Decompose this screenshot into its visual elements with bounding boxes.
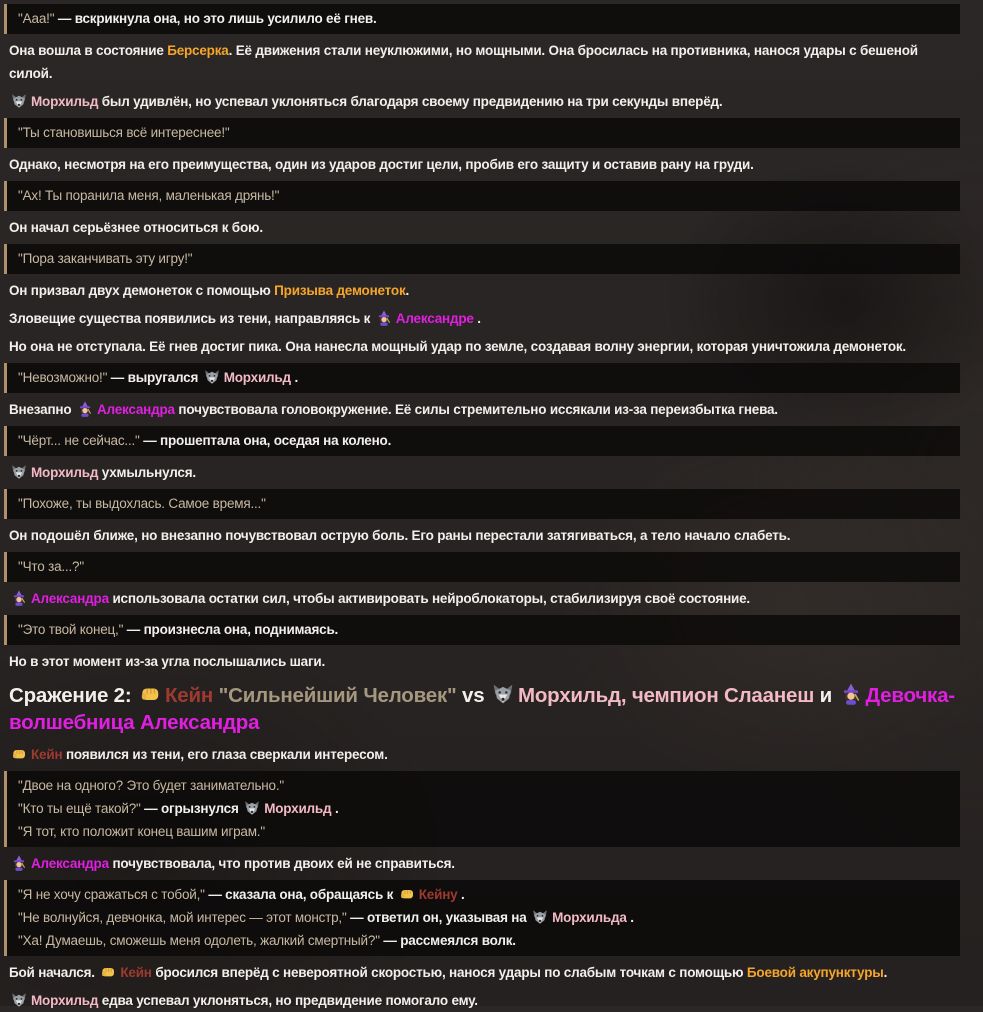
wolf-icon	[204, 366, 220, 389]
fist-icon	[139, 682, 161, 709]
narration-text: Он призвал двух демонеток с помощью	[9, 283, 275, 298]
mage-icon	[77, 398, 93, 421]
dialogue-line	[18, 618, 950, 641]
character-name-alexandra: Александра	[31, 591, 109, 606]
narration-text: Он начал серьёзнее относиться к бою.	[9, 220, 263, 235]
dialogue-line	[18, 7, 950, 30]
narration-text: использовала остатки сил, чтобы активировать нейроблокаторы, стабилизируя своё состояние.	[108, 591, 750, 606]
narration-paragraph	[9, 587, 960, 610]
narration-paragraph	[9, 216, 960, 239]
dialogue-quote	[4, 118, 960, 148]
dialogue-line	[18, 492, 950, 515]
skill-name: Боевой акупунктуры	[746, 965, 884, 980]
dialogue-line	[18, 929, 950, 952]
narration-paragraph	[9, 90, 960, 113]
attribution-text: — выругался	[107, 370, 202, 385]
mage-icon	[840, 682, 862, 709]
narration-text: Зловещие существа появились из тени, направляясь к	[9, 311, 374, 326]
character-name-morhild: Морхильд	[31, 94, 99, 109]
dialogue-line	[18, 247, 950, 270]
narration-text: Он подошёл ближе, но внезапно почувствовал острую боль. Его раны перестали затягиваться, а тело начало слабеть.	[9, 528, 791, 543]
wolf-icon	[11, 90, 27, 113]
dialogue-quote	[4, 181, 960, 211]
quote-text: "Я не хочу сражаться с тобой,"	[18, 887, 205, 902]
heading-epithet: "Сильнейший Человек"	[213, 684, 457, 707]
attribution-text: .	[331, 801, 339, 816]
attribution-text: .	[457, 887, 465, 902]
narration-text: ухмыльнулся.	[98, 465, 196, 480]
quote-text: "Ха! Думаешь, сможешь меня одолеть, жалкий смертный?"	[18, 933, 380, 948]
character-name-morhild: Морхильд	[223, 370, 291, 385]
wolf-icon	[492, 682, 514, 709]
attribution-text: — ответил он, указывая на	[346, 910, 531, 925]
quote-text: "Что за...?"	[18, 559, 84, 574]
narration-paragraph	[9, 398, 960, 421]
attribution-text: — прошептала она, оседая на колено.	[139, 433, 392, 448]
mage-icon	[11, 852, 27, 875]
dialogue-line	[18, 797, 950, 820]
quote-text: "Ааа!"	[18, 11, 55, 26]
wolf-icon	[244, 797, 260, 820]
narration-text: Она вошла в состояние	[9, 43, 168, 58]
fist-icon	[100, 961, 116, 984]
narration-paragraph	[9, 307, 960, 330]
narration-text: появился из тени, его глаза сверкали интересом.	[62, 747, 388, 762]
narration-paragraph	[9, 961, 960, 984]
narration-text: .	[405, 283, 410, 298]
narration-text: .	[473, 311, 481, 326]
quote-text: "Невозможно!"	[18, 370, 108, 385]
wolf-icon	[11, 989, 27, 1012]
narration-paragraph	[9, 335, 960, 358]
wolf-icon	[11, 461, 27, 484]
character-name-alexandra: Александра	[31, 856, 109, 871]
dialogue-quote	[4, 615, 960, 645]
narration-text: Внезапно	[9, 402, 75, 417]
character-name-kane: Кейн	[165, 684, 214, 707]
fist-icon	[399, 883, 415, 906]
mage-icon	[11, 587, 27, 610]
attribution-text: — произнесла она, поднимаясь.	[123, 622, 339, 637]
narration-text: Бой начался.	[9, 965, 99, 980]
character-name-morhild: Морхильд	[31, 993, 99, 1008]
dialogue-line	[18, 555, 950, 578]
narration-paragraph	[9, 989, 960, 1012]
narration-paragraph	[9, 39, 960, 85]
mage-icon	[376, 307, 392, 330]
heading-text: vs	[456, 684, 490, 707]
character-name-morhild: Морхильда	[552, 910, 627, 925]
dialogue-quote	[4, 363, 960, 393]
narration-text: едва успевал уклоняться, но предвидение помогало ему.	[98, 993, 478, 1008]
dialogue-line	[18, 883, 950, 906]
wolf-icon	[532, 906, 548, 929]
dialogue-line	[18, 820, 950, 843]
character-name-morhild: Морхильд	[264, 801, 332, 816]
skill-name: Призыва демонеток	[274, 283, 406, 298]
dialogue-line	[18, 121, 950, 144]
skill-name: Берсерка	[167, 43, 229, 58]
quote-text: "Я тот, кто положит конец вашим играм."	[18, 824, 265, 839]
character-name-alexandra: Александре	[395, 311, 474, 326]
narration-text: .	[883, 965, 888, 980]
quote-text: "Чёрт... не сейчас..."	[18, 433, 140, 448]
narration-text: Но она не отступала. Её гнев достиг пика. Она нанесла мощный удар по земле, создавая волну энергии, которая уничтожила демонеток.	[9, 339, 906, 354]
dialogue-quote	[4, 4, 960, 34]
narration-text: Но в этот момент из-за угла послышались шаги.	[9, 654, 326, 669]
dialogue-line	[18, 366, 950, 389]
narration-paragraph	[9, 153, 960, 176]
narration-text: почувствовала головокружение. Её силы стремительно иссякали из-за переизбытка гнева.	[174, 402, 778, 417]
heading-text: и	[814, 684, 838, 707]
dialogue-quote	[4, 489, 960, 519]
narration-paragraph	[9, 743, 960, 766]
quote-text: "Пора заканчивать эту игру!"	[18, 251, 193, 266]
character-name-morhild: Морхильд, чемпион Слаанеш	[517, 684, 815, 707]
quote-text: "Ах! Ты поранила меня, маленькая дрянь!"	[18, 188, 280, 203]
character-name-alexandra: Александра	[96, 402, 175, 417]
narration-paragraph	[9, 461, 960, 484]
narration-paragraph	[9, 650, 960, 673]
attribution-text: — рассмеялся волк.	[379, 933, 516, 948]
quote-text: "Кто ты ещё такой?"	[18, 801, 141, 816]
narration-text: Однако, несмотря на его преимущества, один из ударов достиг цели, пробив его защиту и оставив рану на груди.	[9, 157, 754, 172]
narration-paragraph	[9, 279, 960, 302]
dialogue-quote	[4, 771, 960, 847]
character-name-kane: Кейну	[418, 887, 458, 902]
quote-text: "Не волнуйся, девчонка, мой интерес — этот монстр,"	[18, 910, 347, 925]
dialogue-quote	[4, 426, 960, 456]
quote-text: "Это твой конец,"	[18, 622, 124, 637]
quote-text: "Двое на одного? Это будет занимательно."	[18, 778, 284, 793]
attribution-text: .	[290, 370, 299, 385]
dialogue-quote	[4, 244, 960, 274]
attribution-text: — огрызнулся	[140, 801, 243, 816]
character-name-morhild: Морхильд	[31, 465, 99, 480]
fist-icon	[11, 743, 27, 766]
narration-text: . Её движения стали неуклюжими, но мощными. Она бросилась на противника, нанося удары с бешеной силой.	[9, 43, 918, 81]
dialogue-line	[18, 906, 950, 929]
character-name-alexandra: Девочка-волшебница Александра	[9, 684, 955, 734]
battle-heading	[9, 682, 960, 736]
dialogue-quote	[4, 880, 960, 956]
narration-text: бросился вперёд с невероятной скоростью, нанося удары по слабым точкам с помощью	[151, 965, 747, 980]
dialogue-quote	[4, 552, 960, 582]
narration-paragraph	[9, 524, 960, 547]
attribution-text: — сказала она, обращаясь к	[204, 887, 397, 902]
attribution-text: .	[626, 910, 634, 925]
attribution-text: — вскрикнула она, но это лишь усилило её гнев.	[54, 11, 377, 26]
dialogue-line	[18, 774, 950, 797]
character-name-kane: Кейн	[31, 747, 63, 762]
narration-text: почувствовала, что против двоих ей не справиться.	[108, 856, 455, 871]
dialogue-line	[18, 429, 950, 452]
heading-text: Сражение 2:	[9, 684, 137, 707]
narration-paragraph	[9, 852, 960, 875]
narration-text: был удивлён, но успевал уклоняться благодаря своему предвидению на три секунды вперёд.	[98, 94, 723, 109]
dialogue-line	[18, 184, 950, 207]
quote-text: "Ты становишься всё интереснее!"	[18, 125, 230, 140]
quote-text: "Похоже, ты выдохлась. Самое время..."	[18, 496, 266, 511]
character-name-kane: Кейн	[120, 965, 152, 980]
